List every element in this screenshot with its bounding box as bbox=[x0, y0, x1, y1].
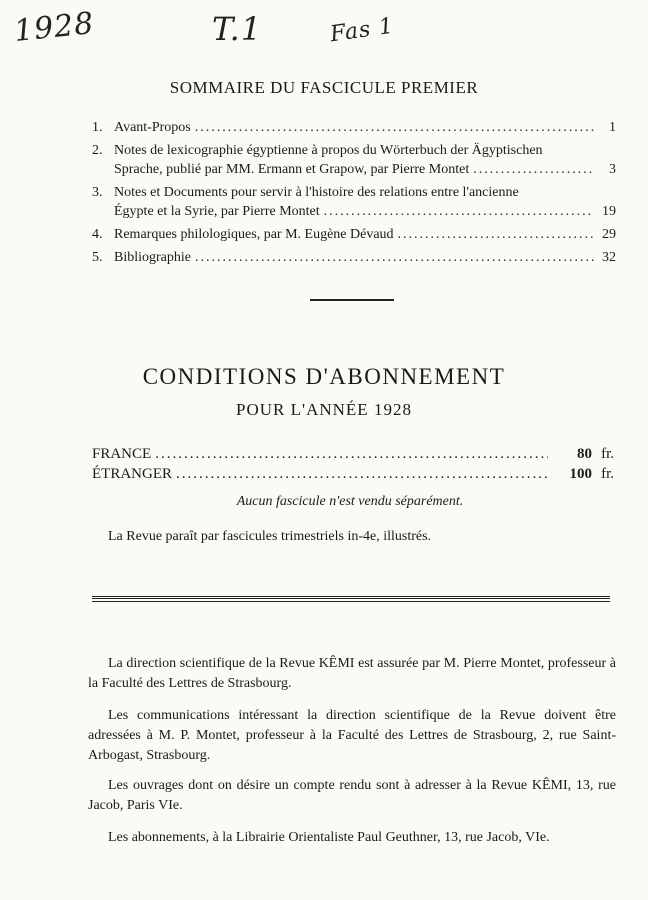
toc-text: Remarques philologiques, par M. Eugène Dévaud bbox=[114, 227, 394, 242]
conditions-title: CONDITIONS D'ABONNEMENT bbox=[142, 364, 506, 389]
leader-dots bbox=[398, 225, 594, 244]
conditions-subtitle: POUR L'ANNÉE 1928 bbox=[236, 400, 412, 419]
toc-page: 19 bbox=[602, 204, 616, 219]
toc-text-cont: Égypte et la Syrie, par Pierre Montet bbox=[114, 204, 320, 219]
double-rule bbox=[92, 596, 610, 602]
revue-frequency: La Revue paraît par fascicules trimestriels in-4e, illustrés. bbox=[108, 529, 432, 544]
toc-text: Bibliographie bbox=[114, 250, 191, 265]
table-of-contents bbox=[92, 118, 616, 271]
toc-num: 3. bbox=[92, 185, 103, 200]
toc-num: 2. bbox=[92, 143, 103, 158]
handwritten-tome: T.1 bbox=[212, 10, 263, 48]
price-label: FRANCE bbox=[92, 446, 152, 462]
toc-page: 1 bbox=[609, 120, 616, 135]
toc-num: 5. bbox=[92, 250, 103, 265]
toc-entry-5 bbox=[92, 248, 616, 267]
toc-num: 1. bbox=[92, 120, 103, 135]
toc-page: 32 bbox=[602, 250, 616, 265]
price-row-france bbox=[92, 444, 614, 464]
price-list bbox=[92, 444, 614, 484]
toc-entry-4 bbox=[92, 225, 616, 244]
price-label: ÉTRANGER bbox=[92, 466, 172, 482]
leader-dots bbox=[473, 160, 594, 179]
toc-text: Avant-Propos bbox=[114, 120, 191, 135]
leader-dots bbox=[155, 444, 548, 464]
price-amount: 100 bbox=[569, 466, 592, 482]
toc-text: Notes de lexicographie égyptienne à propos du Wörterbuch der Ägyptischen bbox=[114, 143, 543, 158]
toc-entry-2 bbox=[92, 141, 616, 179]
paragraph-direction: La direction scientifique de la Revue KÊMI est assurée par M. Pierre Montet, professeur à la Faculté des Lettres de Strasbourg. bbox=[88, 656, 616, 691]
toc-page: 3 bbox=[609, 162, 616, 177]
toc-text-cont: Sprache, publié par MM. Ermann et Grapow, par Pierre Montet bbox=[114, 162, 470, 177]
toc-entry-3 bbox=[92, 183, 616, 221]
leader-dots bbox=[324, 202, 594, 221]
toc-text: Notes et Documents pour servir à l'histoire des relations entre l'ancienne bbox=[114, 185, 519, 200]
toc-page: 29 bbox=[602, 227, 616, 242]
paragraph-ouvrages: Les ouvrages dont on désire un compte rendu sont à adresser à la Revue KÊMI, 13, rue Jacob, Paris VIe. bbox=[88, 778, 616, 813]
sommaire-title: SOMMAIRE DU FASCICULE PREMIER bbox=[169, 78, 479, 97]
paragraph-communications: Les communications intéressant la direction scientifique de la Revue doivent être adressées à M. P. Montet, professeur à la Faculté des Lettres de Strasbourg, 2, rue Saint-Arbogast, Strasbourg. bbox=[88, 708, 616, 763]
handwritten-year: 1928 bbox=[12, 5, 96, 50]
toc-entry-1 bbox=[92, 118, 616, 137]
leader-dots bbox=[176, 464, 548, 484]
leader-dots bbox=[195, 118, 594, 137]
price-unit: fr. bbox=[601, 446, 614, 462]
leader-dots bbox=[195, 248, 594, 267]
price-amount: 80 bbox=[577, 446, 592, 462]
handwritten-fascicule: Fas 1 bbox=[328, 13, 396, 48]
separator-rule bbox=[310, 299, 394, 301]
toc-num: 4. bbox=[92, 227, 103, 242]
price-row-etranger bbox=[92, 464, 614, 484]
sale-note: Aucun fascicule n'est vendu séparément. bbox=[236, 494, 464, 509]
paragraph-abonnements: Les abonnements, à la Librairie Orientaliste Paul Geuthner, 13, rue Jacob, VIe. bbox=[108, 830, 550, 845]
price-unit: fr. bbox=[601, 466, 614, 482]
